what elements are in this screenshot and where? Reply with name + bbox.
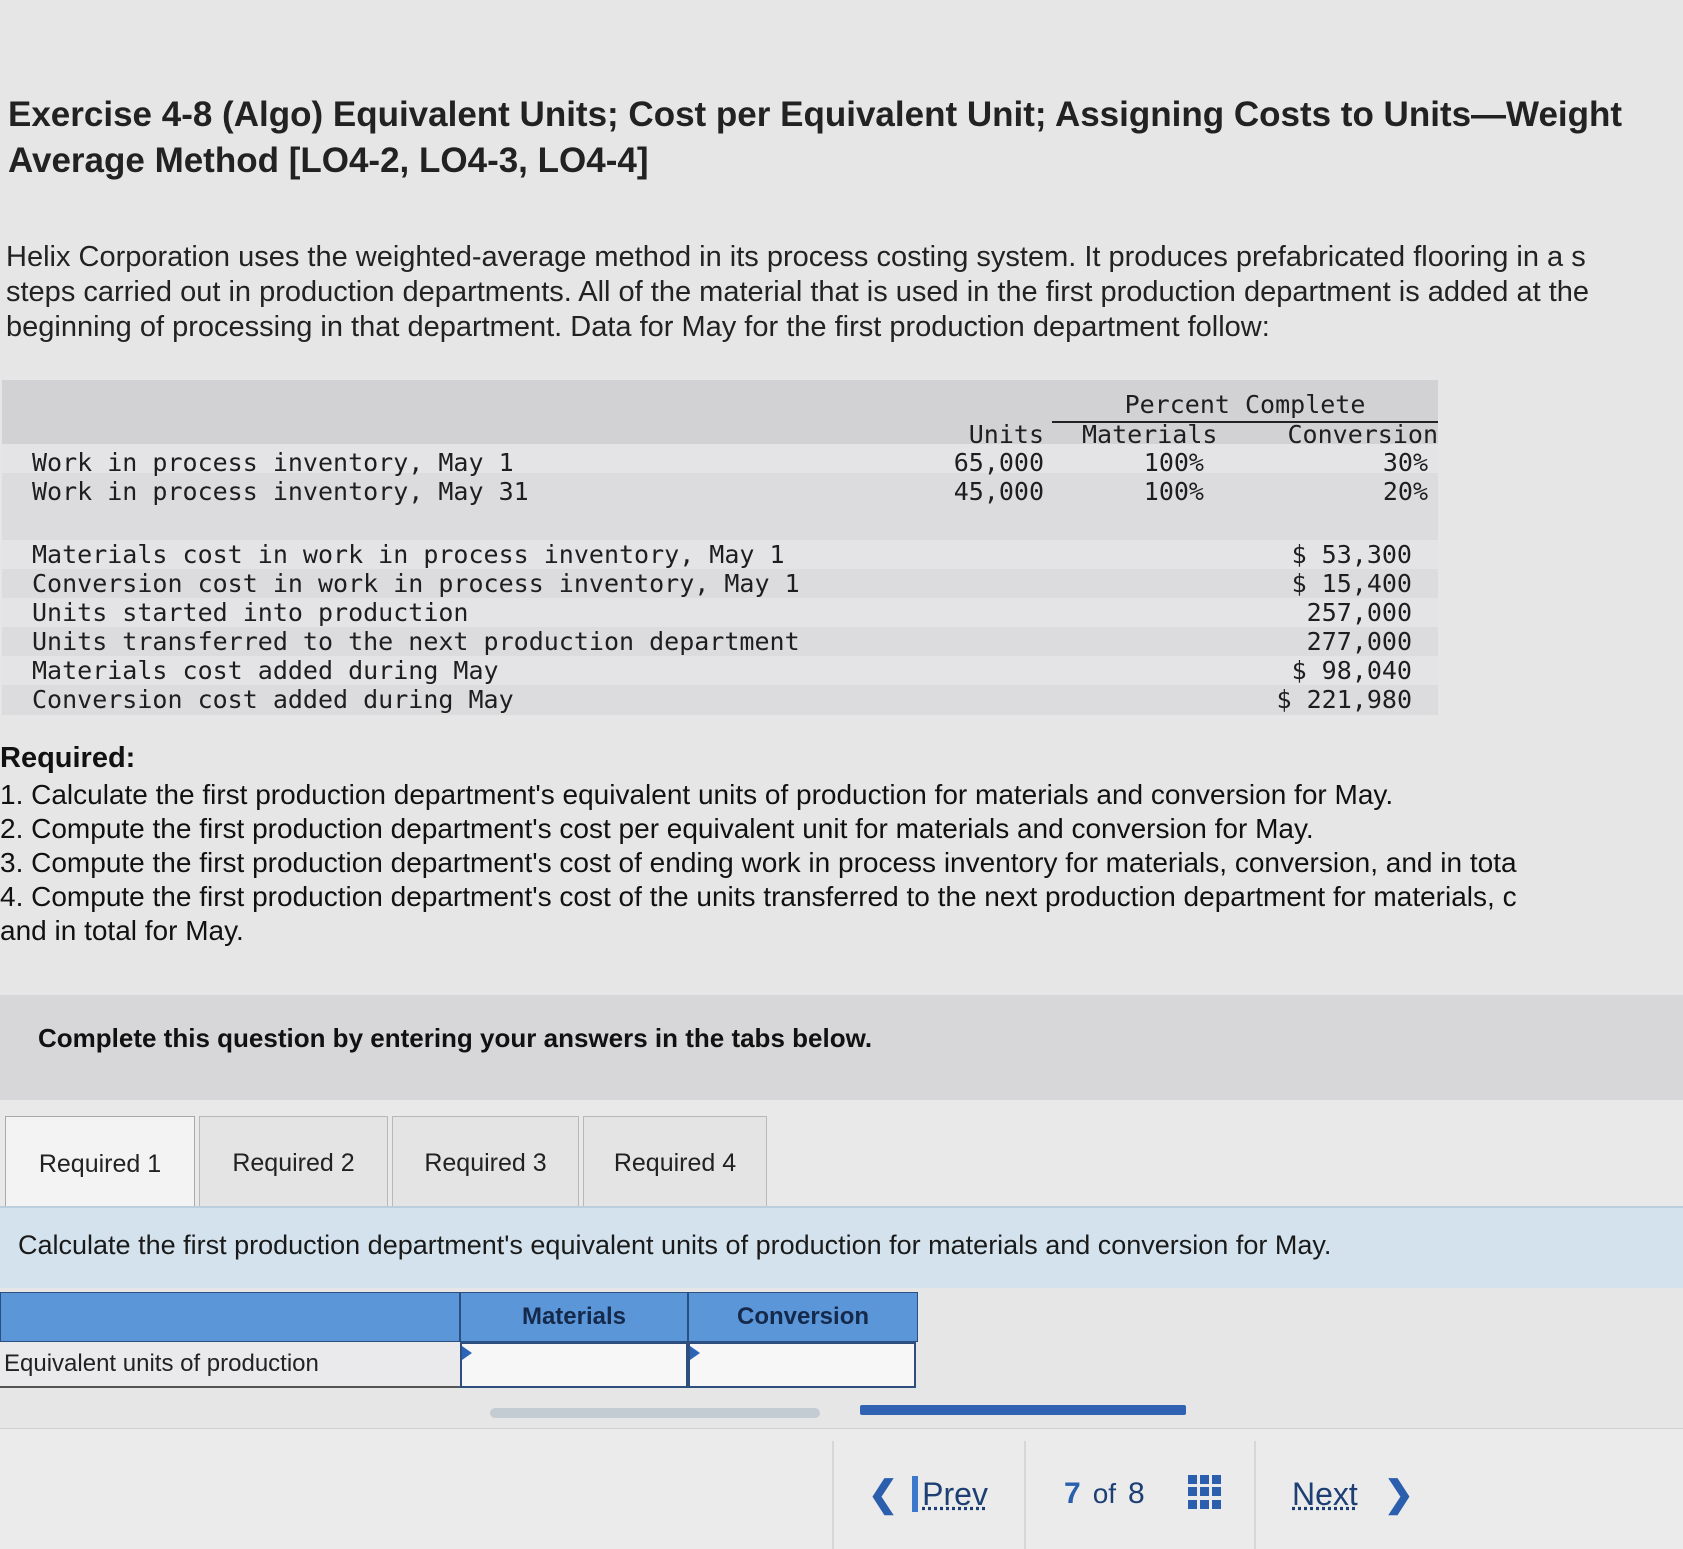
of-label: of: [1092, 1478, 1117, 1509]
required-item: 1. Calculate the first production department's equivalent units of production for materials and conversion for May.: [0, 779, 1394, 810]
cost-row-value: 277,000: [1306, 627, 1412, 656]
cost-row-label: Materials cost added during May: [32, 656, 499, 685]
current-page: 7: [1064, 1477, 1081, 1510]
tab-required-3[interactable]: Required 3: [392, 1116, 579, 1210]
cost-row-label: Units transferred to the next production department: [32, 627, 800, 656]
required-list: [0, 778, 1683, 948]
conversion-equivalent-units-input[interactable]: [688, 1342, 916, 1388]
horizontal-scroll-thumb[interactable]: [860, 1405, 1186, 1415]
grid-icon[interactable]: [1188, 1475, 1222, 1509]
cost-row-label: Conversion cost in work in process inventory, May 1: [32, 569, 800, 598]
cost-row-label: Conversion cost added during May: [32, 685, 514, 714]
answer-header-blank: [0, 1292, 460, 1342]
inventory-row-units: 45,000: [953, 477, 1044, 506]
col-header-units: Units: [968, 420, 1044, 449]
cost-row-value: $ 53,300: [1291, 540, 1412, 569]
answer-row-label: Equivalent units of production: [0, 1342, 460, 1388]
exercise-title: Exercise 4-8 (Algo) Equivalent Units; Cost per Equivalent Unit; Assigning Costs to Units—Weight Average Method [LO4-2, LO4-3, LO4-4]: [8, 95, 1623, 180]
footer-divider: [1254, 1441, 1256, 1549]
tab-instruction-text: Calculate the first production department's equivalent units of production for materials and conversion for May.: [18, 1230, 1332, 1260]
tab-required-1[interactable]: Required 1: [5, 1116, 195, 1212]
required-item: 2. Compute the first production department's cost per equivalent unit for materials and conversion for May.: [0, 813, 1314, 844]
tab-instruction-bar: [0, 1206, 1683, 1288]
tab-strip: [0, 1100, 1683, 1210]
input-flag-icon: [462, 1346, 472, 1360]
cost-row-value: $ 98,040: [1291, 656, 1412, 685]
page-indicator: [1064, 1469, 1145, 1519]
cost-row-value: 257,000: [1306, 598, 1412, 627]
prev-button[interactable]: [868, 1469, 988, 1519]
col-header-materials: Materials: [1082, 420, 1218, 449]
horizontal-scroll-track[interactable]: [490, 1408, 820, 1418]
cost-row-value: $ 221,980: [1276, 685, 1412, 714]
instructions-banner: [0, 995, 1683, 1100]
inventory-row-materials: 100%: [1143, 477, 1204, 506]
footer-divider: [1024, 1441, 1026, 1549]
inventory-row-label: Work in process inventory, May 31: [32, 477, 529, 506]
total-pages: 8: [1128, 1477, 1145, 1510]
next-label: Next: [1292, 1475, 1358, 1512]
required-heading: Required:: [0, 742, 136, 774]
tab-required-4[interactable]: Required 4: [583, 1116, 767, 1210]
required-item: 3. Compute the first production department's cost of ending work in process inventory for materials, conversion, and in tota: [0, 847, 1517, 878]
inventory-row-conversion: 30%: [1382, 448, 1428, 477]
data-table: [2, 380, 1438, 715]
chevron-right-icon: ❯: [1383, 1473, 1414, 1514]
answer-table: [0, 1292, 918, 1392]
cost-row-label: Units started into production: [32, 598, 469, 627]
answer-header-conversion: Conversion: [688, 1292, 918, 1342]
required-item: and in total for May.: [0, 915, 244, 946]
prev-label: Prev: [922, 1475, 988, 1512]
inventory-row-conversion: 20%: [1382, 477, 1428, 506]
col-header-conversion: Conversion: [1287, 420, 1438, 449]
pagination-footer: [0, 1428, 1683, 1549]
answer-header-materials: Materials: [460, 1292, 688, 1342]
banner-text: Complete this question by entering your answers in the tabs below.: [38, 1023, 873, 1053]
intro-line: Helix Corporation uses the weighted-average method in its process costing system. It produces prefabricated flooring in a s: [6, 241, 1586, 273]
intro-line: beginning of processing in that department. Data for May for the first production department follow:: [6, 311, 1270, 343]
tab-required-2[interactable]: Required 2: [199, 1116, 388, 1210]
inventory-row-label: Work in process inventory, May 1: [32, 448, 514, 477]
focus-bar: [912, 1476, 918, 1512]
inventory-row-materials: 100%: [1143, 448, 1204, 477]
input-flag-icon: [690, 1346, 700, 1360]
percent-complete-header: Percent Complete: [1124, 390, 1366, 419]
cost-row-value: $ 15,400: [1291, 569, 1412, 598]
intro-line: steps carried out in production departments. All of the material that is used in the first production department is added at the: [6, 276, 1590, 308]
materials-equivalent-units-input[interactable]: [460, 1342, 688, 1388]
chevron-left-icon: ❮: [868, 1473, 899, 1514]
intro-paragraph: [6, 240, 1683, 345]
footer-divider: [832, 1441, 834, 1549]
cost-row-label: Materials cost in work in process inventory, May 1: [32, 540, 785, 569]
required-item: 4. Compute the first production department's cost of the units transferred to the next production department for materials, c: [0, 881, 1517, 912]
next-button[interactable]: [1292, 1469, 1414, 1519]
inventory-row-units: 65,000: [953, 448, 1044, 477]
